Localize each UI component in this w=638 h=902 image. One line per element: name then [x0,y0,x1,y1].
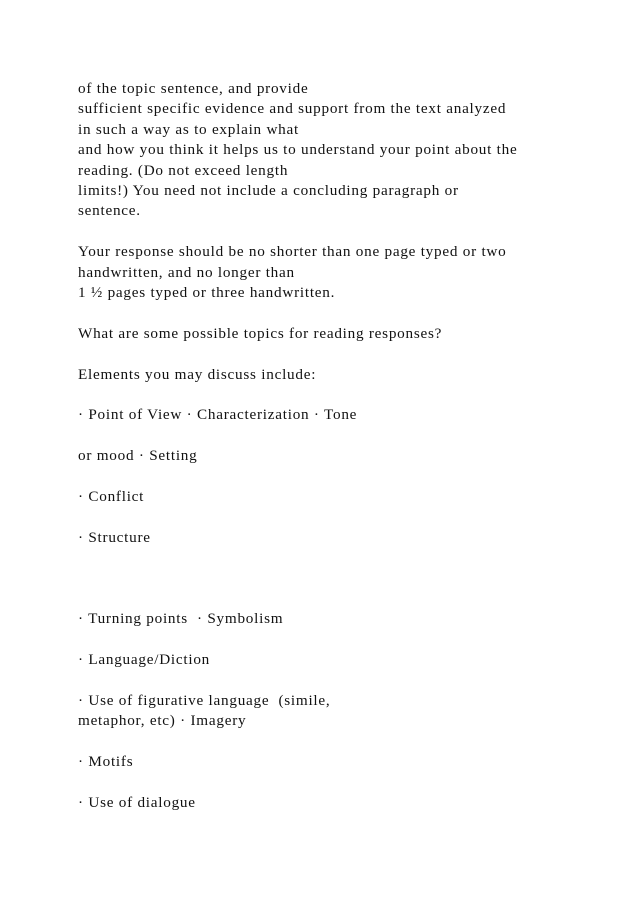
blank-space [78,569,608,610]
length-paragraph [78,242,608,303]
text-line: handwritten, and no longer than [78,263,295,281]
text-line: · Motifs [78,753,134,771]
element-item [78,405,608,425]
text-line: in such a way as to explain what [78,120,299,138]
text-line: · Use of dialogue [78,794,196,812]
topics-question [78,324,608,344]
text-line: · Structure [78,528,151,546]
text-line: and how you think it helps us to understand your point about the [78,141,518,159]
intro-paragraph [78,79,608,222]
text-line: What are some possible topics for reading responses? [78,324,443,342]
text-line: sufficient specific evidence and support from the text analyzed [78,100,507,118]
text-line: · Use of figurative language (simile, [78,692,331,710]
element-item [78,793,608,813]
text-line: Your response should be no shorter than one page typed or two [78,243,507,261]
text-line: limits!) You need not include a concluding paragraph or [78,182,459,200]
element-item [78,691,608,732]
text-line: · Point of View · Characterization · Tone [78,406,358,424]
element-item [78,650,608,670]
element-item [78,446,608,466]
text-line: metaphor, etc) · Imagery [78,712,247,730]
element-item [78,752,608,772]
text-line: or mood · Setting [78,447,198,465]
text-line: 1 ½ pages typed or three handwritten. [78,284,336,302]
element-item [78,528,608,548]
element-item [78,609,608,629]
text-line: Elements you may discuss include: [78,365,317,383]
text-line: reading. (Do not exceed length [78,161,289,179]
text-line: sentence. [78,202,141,220]
text-line: · Language/Diction [78,651,211,669]
text-line: · Conflict [78,488,145,506]
elements-intro [78,365,608,385]
text-line: of the topic sentence, and provide [78,80,309,97]
element-item [78,487,608,507]
document-body [78,79,608,834]
text-line: · Turning points · Symbolism [78,610,284,628]
